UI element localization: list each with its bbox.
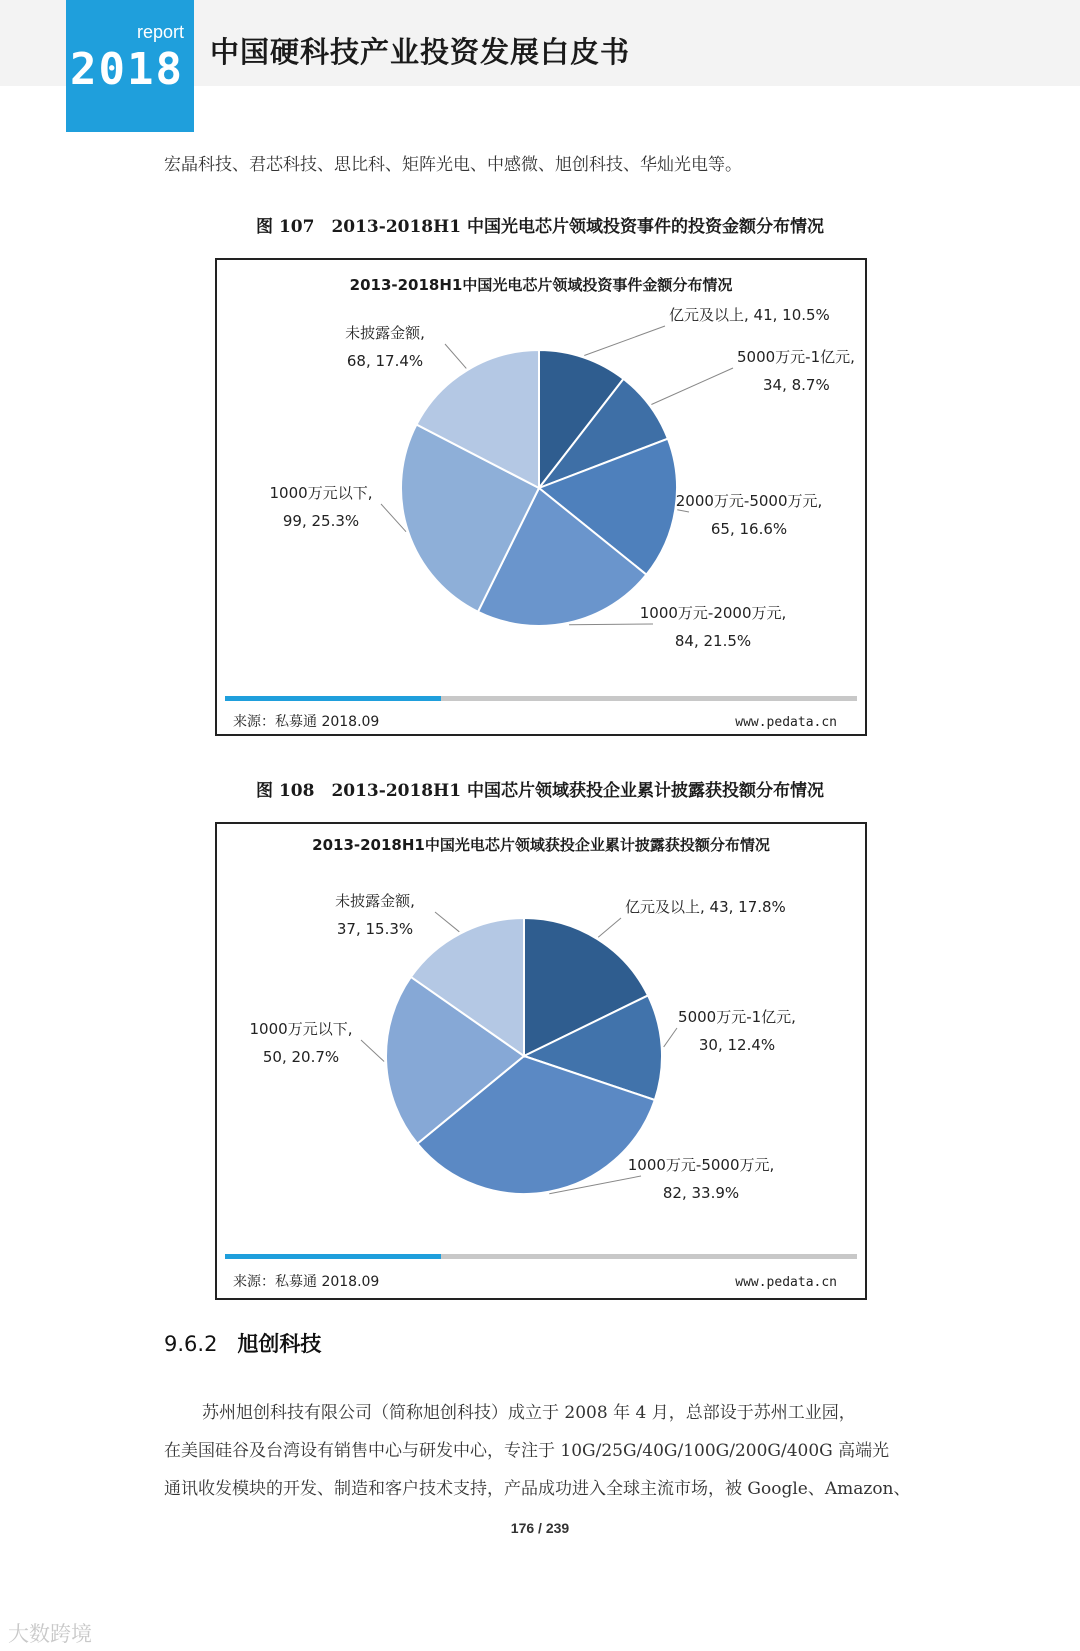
watermark: 大数跨境 [8,1622,92,1646]
section-name: 旭创科技 [237,1332,322,1356]
slice-label: 亿元及以上, 41, 10.5% [669,306,830,324]
leader-line [435,912,459,932]
slice-label: 5000万元-1亿元, [678,1008,796,1026]
figure-108-svg [217,824,865,1298]
chart-site: www.pedata.cn [735,715,837,730]
chart-source: 来源：私募通 2018.09 [233,714,380,730]
figure-107-caption: 图 107 2013-2018H1 中国光电芯片领域投资事件的投资金额分布情况 [256,217,824,237]
leader-line [598,918,621,937]
leader-line [569,624,653,625]
slice-value-label: 99, 25.3% [282,512,360,530]
chart-title: 2013-2018H1中国光电芯片领域获投企业累计披露获投额分布情况 [312,836,770,854]
slice-value-label: 30, 12.4% [698,1036,776,1054]
figure-108-caption: 图 108 2013-2018H1 中国芯片领域获投企业累计披露获投额分布情况 [256,781,824,801]
slice-value-label: 50, 20.7% [262,1048,340,1066]
slice-value-label: 84, 21.5% [674,632,752,650]
slice-value-label: 37, 15.3% [336,920,414,938]
report-logo [66,0,194,132]
slice-label: 1000万元-2000万元, [639,604,787,622]
slice-label: 5000万元-1亿元, [737,348,855,366]
slice-label: 1000万元以下, [249,1020,353,1038]
slice-label: 1000万元以下, [269,484,373,502]
slice-label: 1000万元-5000万元, [627,1156,775,1174]
slice-label: 2000万元-5000万元, [675,492,823,510]
section-number: 9.6.2 [164,1332,218,1356]
section-heading [164,1328,321,1358]
slice-label: 未披露金额, [345,324,425,342]
leader-line [361,1040,384,1062]
logo-year: 2018 [70,44,184,95]
page-number: 176 / 239 [510,1520,570,1536]
chart-title: 2013-2018H1中国光电芯片领域投资事件金额分布情况 [349,276,733,294]
paragraph-line: 通讯收发模块的开发、制造和客户技术支持，产品成功进入全球主流市场，被 Google、Amazon、 [164,1479,911,1499]
leader-line [445,344,466,368]
figure-108-chart [215,822,867,1300]
chart-source: 来源：私募通 2018.09 [233,1274,380,1290]
leader-line [664,1028,677,1047]
figure-107-svg [217,260,865,734]
intro-line: 宏晶科技、君芯科技、思比科、矩阵光电、中感微、旭创科技、华灿光电等。 [164,155,742,175]
slice-value-label: 65, 16.6% [710,520,788,538]
chart-site: www.pedata.cn [735,1275,837,1290]
source-bar-accent [225,696,441,701]
leader-line [584,326,665,356]
slice-label: 未披露金额, [335,892,415,910]
logo-report-word: report [136,22,184,42]
slice-value-label: 82, 33.9% [662,1184,740,1202]
paragraph-line: 在美国硅谷及台湾设有销售中心与研发中心，专注于 10G/25G/40G/100G/200G/400G 高端光 [164,1441,890,1461]
slice-value-label: 68, 17.4% [346,352,424,370]
leader-line [651,368,733,405]
paragraph-line: 苏州旭创科技有限公司（简称旭创科技）成立于 2008 年 4 月，总部设于苏州工业园， [202,1403,856,1423]
slice-label: 亿元及以上, 43, 17.8% [625,898,786,916]
source-bar-accent [225,1254,441,1259]
document-title: 中国硬科技产业投资发展白皮书 [210,35,631,69]
figure-107-chart [215,258,867,736]
leader-line [677,510,689,512]
slice-value-label: 34, 8.7% [763,376,830,394]
